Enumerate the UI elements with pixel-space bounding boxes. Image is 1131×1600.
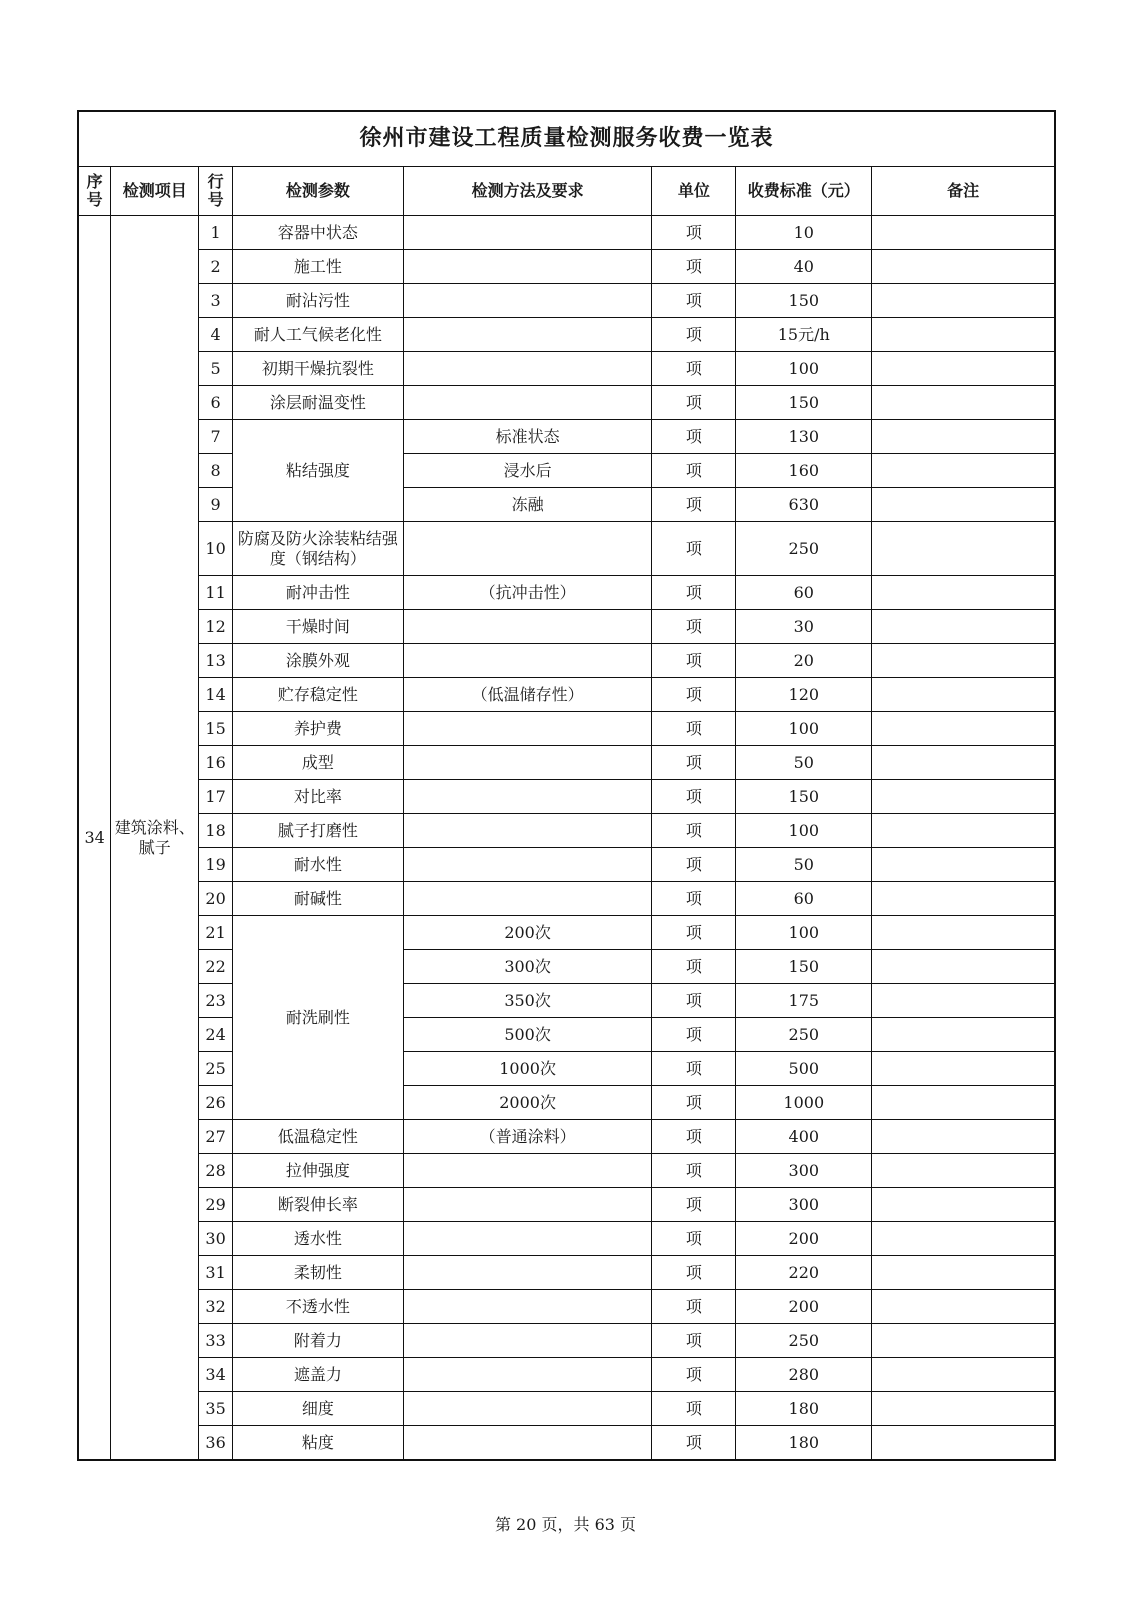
row-fee: 200 — [736, 1290, 872, 1324]
table-row — [78, 712, 1055, 746]
row-unit: 项 — [652, 1358, 736, 1392]
table-row — [78, 352, 1055, 386]
row-fee: 150 — [736, 780, 872, 814]
row-number: 5 — [199, 352, 233, 386]
row-method: （普通涂料） — [403, 1120, 652, 1154]
row-number: 7 — [199, 420, 233, 454]
row-method — [403, 250, 652, 284]
row-unit: 项 — [652, 780, 736, 814]
row-param: 断裂伸长率 — [232, 1188, 403, 1222]
row-fee: 300 — [736, 1154, 872, 1188]
group-seq: 34 — [78, 216, 111, 1461]
row-fee: 300 — [736, 1188, 872, 1222]
row-param: 腻子打磨性 — [232, 814, 403, 848]
row-method: 200次 — [403, 916, 652, 950]
table-row — [78, 814, 1055, 848]
row-param: 不透水性 — [232, 1290, 403, 1324]
row-method — [403, 1188, 652, 1222]
row-number: 14 — [199, 678, 233, 712]
row-unit: 项 — [652, 352, 736, 386]
row-remark — [872, 848, 1055, 882]
table-row — [78, 1086, 1055, 1120]
row-unit: 项 — [652, 1086, 736, 1120]
row-method — [403, 644, 652, 678]
row-fee: 180 — [736, 1426, 872, 1461]
header-seq: 序号 — [78, 167, 111, 216]
row-number: 17 — [199, 780, 233, 814]
row-param: 遮盖力 — [232, 1358, 403, 1392]
row-unit: 项 — [652, 746, 736, 780]
row-remark — [872, 780, 1055, 814]
row-param: 耐冲击性 — [232, 576, 403, 610]
row-method — [403, 780, 652, 814]
row-unit: 项 — [652, 916, 736, 950]
row-number: 25 — [199, 1052, 233, 1086]
row-unit: 项 — [652, 522, 736, 576]
row-method: （抗冲击性） — [403, 576, 652, 610]
table-row — [78, 454, 1055, 488]
row-fee: 120 — [736, 678, 872, 712]
row-param: 容器中状态 — [232, 216, 403, 250]
table-row — [78, 1256, 1055, 1290]
row-method — [403, 746, 652, 780]
row-remark — [872, 1290, 1055, 1324]
row-number: 30 — [199, 1222, 233, 1256]
row-param: 拉伸强度 — [232, 1154, 403, 1188]
table-row — [78, 1358, 1055, 1392]
row-unit: 项 — [652, 1052, 736, 1086]
row-number: 4 — [199, 318, 233, 352]
row-unit: 项 — [652, 984, 736, 1018]
table-row — [78, 1324, 1055, 1358]
row-number: 22 — [199, 950, 233, 984]
row-param: 耐洗刷性 — [232, 916, 403, 1120]
row-method — [403, 1222, 652, 1256]
row-remark — [872, 250, 1055, 284]
row-param: 附着力 — [232, 1324, 403, 1358]
row-number: 6 — [199, 386, 233, 420]
row-number: 21 — [199, 916, 233, 950]
row-remark — [872, 1324, 1055, 1358]
row-param: 粘结强度 — [232, 420, 403, 522]
row-number: 19 — [199, 848, 233, 882]
row-remark — [872, 746, 1055, 780]
row-param: 涂膜外观 — [232, 644, 403, 678]
row-method — [403, 284, 652, 318]
row-fee: 20 — [736, 644, 872, 678]
row-remark — [872, 644, 1055, 678]
table-row — [78, 1188, 1055, 1222]
row-param: 贮存稳定性 — [232, 678, 403, 712]
row-unit: 项 — [652, 1154, 736, 1188]
row-unit: 项 — [652, 1018, 736, 1052]
table-row — [78, 318, 1055, 352]
header-category: 检测项目 — [111, 167, 199, 216]
row-unit: 项 — [652, 1256, 736, 1290]
row-remark — [872, 318, 1055, 352]
row-remark — [872, 576, 1055, 610]
row-fee: 100 — [736, 352, 872, 386]
table-row — [78, 644, 1055, 678]
row-remark — [872, 1154, 1055, 1188]
row-method — [403, 610, 652, 644]
row-param: 养护费 — [232, 712, 403, 746]
row-param: 初期干燥抗裂性 — [232, 352, 403, 386]
row-method: 350次 — [403, 984, 652, 1018]
row-remark — [872, 678, 1055, 712]
row-remark — [872, 1018, 1055, 1052]
row-number: 3 — [199, 284, 233, 318]
row-number: 12 — [199, 610, 233, 644]
row-unit: 项 — [652, 882, 736, 916]
table-row — [78, 746, 1055, 780]
table-row — [78, 576, 1055, 610]
table-row — [78, 1290, 1055, 1324]
row-number: 9 — [199, 488, 233, 522]
row-param: 粘度 — [232, 1426, 403, 1461]
header-unit: 单位 — [652, 167, 736, 216]
row-unit: 项 — [652, 1188, 736, 1222]
page-footer: 第 20 页，共 63 页 — [494, 1515, 637, 1534]
row-fee: 150 — [736, 386, 872, 420]
row-param: 细度 — [232, 1392, 403, 1426]
row-param: 透水性 — [232, 1222, 403, 1256]
row-param: 涂层耐温变性 — [232, 386, 403, 420]
row-remark — [872, 1188, 1055, 1222]
table-row — [78, 950, 1055, 984]
table-row — [78, 488, 1055, 522]
row-remark — [872, 1086, 1055, 1120]
row-method — [403, 1290, 652, 1324]
row-number: 8 — [199, 454, 233, 488]
header-param: 检测参数 — [232, 167, 403, 216]
row-fee: 250 — [736, 1324, 872, 1358]
table-row — [78, 522, 1055, 576]
row-remark — [872, 522, 1055, 576]
row-method — [403, 848, 652, 882]
row-number: 29 — [199, 1188, 233, 1222]
row-method — [403, 522, 652, 576]
header-fee: 收费标准（元） — [736, 167, 872, 216]
row-method: 2000次 — [403, 1086, 652, 1120]
row-fee: 60 — [736, 576, 872, 610]
table-body — [78, 216, 1055, 1461]
row-fee: 100 — [736, 712, 872, 746]
row-fee: 60 — [736, 882, 872, 916]
row-remark — [872, 1256, 1055, 1290]
table-row — [78, 1392, 1055, 1426]
row-remark — [872, 284, 1055, 318]
row-method — [403, 386, 652, 420]
row-remark — [872, 610, 1055, 644]
row-param: 对比率 — [232, 780, 403, 814]
table-row — [78, 1120, 1055, 1154]
row-fee: 1000 — [736, 1086, 872, 1120]
table-title: 徐州市建设工程质量检测服务收费一览表 — [78, 111, 1055, 167]
table-row — [78, 882, 1055, 916]
row-remark — [872, 882, 1055, 916]
table-row — [78, 1426, 1055, 1461]
row-number: 26 — [199, 1086, 233, 1120]
row-unit: 项 — [652, 814, 736, 848]
row-unit: 项 — [652, 1426, 736, 1461]
table-row — [78, 984, 1055, 1018]
row-unit: 项 — [652, 1222, 736, 1256]
row-unit: 项 — [652, 678, 736, 712]
row-method: （低温储存性） — [403, 678, 652, 712]
row-remark — [872, 1120, 1055, 1154]
row-remark — [872, 1222, 1055, 1256]
row-fee: 400 — [736, 1120, 872, 1154]
row-remark — [872, 1392, 1055, 1426]
row-method: 标准状态 — [403, 420, 652, 454]
row-remark — [872, 488, 1055, 522]
row-number: 31 — [199, 1256, 233, 1290]
row-unit: 项 — [652, 454, 736, 488]
row-method — [403, 712, 652, 746]
row-method: 500次 — [403, 1018, 652, 1052]
row-remark — [872, 814, 1055, 848]
row-unit: 项 — [652, 284, 736, 318]
row-param: 干燥时间 — [232, 610, 403, 644]
row-fee: 250 — [736, 522, 872, 576]
row-method — [403, 1154, 652, 1188]
row-param: 耐人工气候老化性 — [232, 318, 403, 352]
row-fee: 500 — [736, 1052, 872, 1086]
row-unit: 项 — [652, 950, 736, 984]
table-row — [78, 284, 1055, 318]
row-remark — [872, 916, 1055, 950]
table-row — [78, 610, 1055, 644]
row-fee: 15元/h — [736, 318, 872, 352]
row-unit: 项 — [652, 386, 736, 420]
row-method — [403, 318, 652, 352]
row-number: 33 — [199, 1324, 233, 1358]
row-remark — [872, 1052, 1055, 1086]
row-fee: 10 — [736, 216, 872, 250]
row-fee: 130 — [736, 420, 872, 454]
row-remark — [872, 454, 1055, 488]
row-method — [403, 1256, 652, 1290]
row-unit: 项 — [652, 712, 736, 746]
row-unit: 项 — [652, 848, 736, 882]
row-remark — [872, 352, 1055, 386]
row-number: 28 — [199, 1154, 233, 1188]
row-method: 冻融 — [403, 488, 652, 522]
table-row — [78, 420, 1055, 454]
row-unit: 项 — [652, 216, 736, 250]
row-number: 18 — [199, 814, 233, 848]
row-unit: 项 — [652, 1290, 736, 1324]
table-row — [78, 916, 1055, 950]
row-number: 11 — [199, 576, 233, 610]
row-remark — [872, 712, 1055, 746]
table-row — [78, 780, 1055, 814]
table-row — [78, 848, 1055, 882]
row-fee: 50 — [736, 746, 872, 780]
row-number: 35 — [199, 1392, 233, 1426]
table-row — [78, 1052, 1055, 1086]
row-param: 低温稳定性 — [232, 1120, 403, 1154]
row-unit: 项 — [652, 1392, 736, 1426]
row-number: 36 — [199, 1426, 233, 1461]
row-fee: 220 — [736, 1256, 872, 1290]
row-fee: 280 — [736, 1358, 872, 1392]
row-remark — [872, 950, 1055, 984]
row-method: 1000次 — [403, 1052, 652, 1086]
row-number: 20 — [199, 882, 233, 916]
header-line-no: 行号 — [199, 167, 233, 216]
row-method — [403, 882, 652, 916]
row-fee: 250 — [736, 1018, 872, 1052]
row-param: 施工性 — [232, 250, 403, 284]
table-row — [78, 216, 1055, 250]
row-fee: 200 — [736, 1222, 872, 1256]
row-number: 24 — [199, 1018, 233, 1052]
row-remark — [872, 216, 1055, 250]
row-remark — [872, 1426, 1055, 1461]
header-method: 检测方法及要求 — [403, 167, 652, 216]
row-fee: 150 — [736, 284, 872, 318]
row-unit: 项 — [652, 488, 736, 522]
row-fee: 100 — [736, 814, 872, 848]
row-fee: 160 — [736, 454, 872, 488]
row-remark — [872, 984, 1055, 1018]
row-unit: 项 — [652, 644, 736, 678]
row-param: 耐水性 — [232, 848, 403, 882]
row-param: 成型 — [232, 746, 403, 780]
table-row — [78, 1222, 1055, 1256]
row-number: 1 — [199, 216, 233, 250]
row-method: 浸水后 — [403, 454, 652, 488]
row-unit: 项 — [652, 318, 736, 352]
row-method — [403, 1358, 652, 1392]
row-method — [403, 1392, 652, 1426]
row-unit: 项 — [652, 1324, 736, 1358]
row-method — [403, 814, 652, 848]
row-unit: 项 — [652, 250, 736, 284]
table-row — [78, 386, 1055, 420]
row-param: 防腐及防火涂装粘结强度（钢结构） — [232, 522, 403, 576]
row-unit: 项 — [652, 576, 736, 610]
row-param: 耐碱性 — [232, 882, 403, 916]
fee-table — [77, 110, 1056, 1461]
row-fee: 175 — [736, 984, 872, 1018]
row-fee: 150 — [736, 950, 872, 984]
row-method — [403, 352, 652, 386]
table-row — [78, 1018, 1055, 1052]
row-method — [403, 1426, 652, 1461]
row-number: 15 — [199, 712, 233, 746]
header-remark: 备注 — [872, 167, 1055, 216]
row-fee: 40 — [736, 250, 872, 284]
row-unit: 项 — [652, 1120, 736, 1154]
row-method — [403, 1324, 652, 1358]
row-number: 23 — [199, 984, 233, 1018]
row-fee: 630 — [736, 488, 872, 522]
row-number: 16 — [199, 746, 233, 780]
row-number: 34 — [199, 1358, 233, 1392]
row-number: 2 — [199, 250, 233, 284]
row-fee: 50 — [736, 848, 872, 882]
table-row — [78, 250, 1055, 284]
row-number: 10 — [199, 522, 233, 576]
row-param: 耐沾污性 — [232, 284, 403, 318]
row-fee: 30 — [736, 610, 872, 644]
row-unit: 项 — [652, 610, 736, 644]
group-category: 建筑涂料、腻子 — [111, 216, 199, 1461]
row-remark — [872, 420, 1055, 454]
row-fee: 180 — [736, 1392, 872, 1426]
row-number: 13 — [199, 644, 233, 678]
table-row — [78, 1154, 1055, 1188]
row-unit: 项 — [652, 420, 736, 454]
row-number: 32 — [199, 1290, 233, 1324]
table-row — [78, 678, 1055, 712]
row-method: 300次 — [403, 950, 652, 984]
row-param: 柔韧性 — [232, 1256, 403, 1290]
row-fee: 100 — [736, 916, 872, 950]
row-method — [403, 216, 652, 250]
row-number: 27 — [199, 1120, 233, 1154]
row-remark — [872, 386, 1055, 420]
row-remark — [872, 1358, 1055, 1392]
